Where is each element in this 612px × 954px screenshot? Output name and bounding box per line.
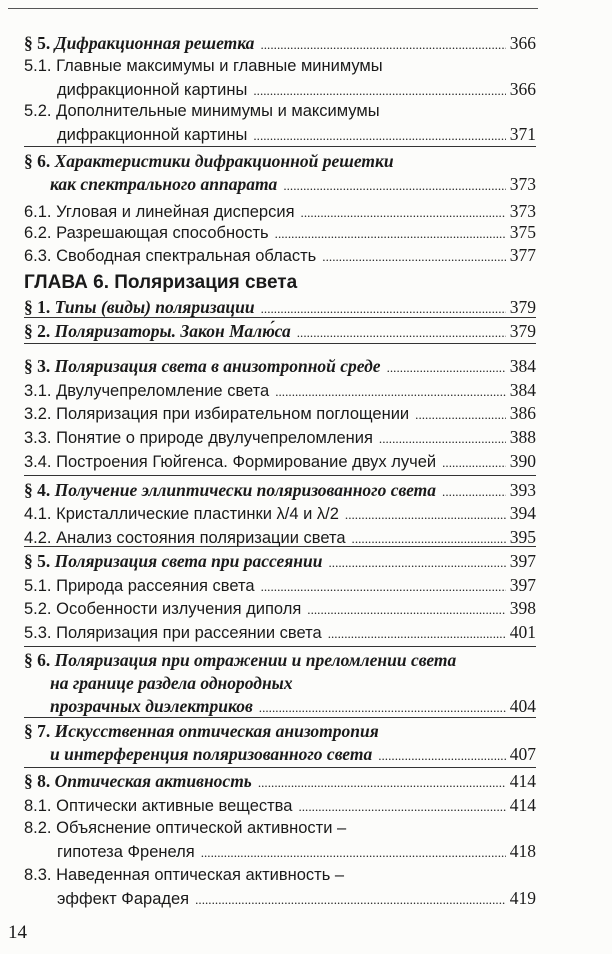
toc-page-number: 397 [509,551,536,571]
toc-subsection[interactable] [24,100,536,146]
toc-title-line: 3.3. Понятие о природе двулучепреломления [24,429,373,447]
dot-leader [275,222,506,245]
toc-subsection[interactable] [24,55,536,101]
toc-number: 3.4. [24,453,57,471]
dot-leader [328,622,506,645]
toc-title-line: 3.4. Построения Гюйгенса. Формирование двух лучей [24,453,437,471]
toc-page-number: 366 [509,33,536,53]
dot-leader [307,598,505,621]
toc-number: § 1. [24,297,55,317]
dot-leader [259,695,506,719]
toc-title-line: 5.2. Дополнительные минимумы и максимумы [24,102,380,120]
toc-title-line: дифракционной картины [57,126,248,144]
toc-page-number: 390 [509,451,536,471]
toc-title-line: дифракционной картины [57,81,248,99]
dot-leader [195,888,506,911]
toc-number: 6.1. [24,203,57,221]
toc-number: 3.1. [24,382,57,400]
toc-number: 8.2. [24,819,57,837]
dot-leader [297,320,506,344]
toc-section[interactable] [24,649,536,718]
toc-title-line: эффект Фарадея [57,890,190,908]
toc-number: § 4. [24,480,55,500]
toc-title-line: 5.3. Поляризация при рассеянии света [24,624,322,642]
toc-subsection[interactable] [24,817,536,863]
dot-leader [415,403,506,426]
toc-page-number: 418 [509,841,536,861]
toc-page-number: 397 [509,575,536,595]
toc-title-line: 8.2. Объяснение оптической активности – [24,819,347,837]
toc-number: 6.2. [24,224,57,242]
dot-leader [283,173,505,197]
toc-subsection[interactable] [24,502,536,525]
toc-subsection[interactable] [24,200,536,223]
toc-page-number: 379 [509,321,536,341]
dot-leader [260,32,505,56]
dot-leader [442,479,506,503]
toc-page-number: 404 [509,696,536,716]
toc-page-number: 384 [509,380,536,400]
toc-section[interactable] [24,479,536,502]
toc-page-number: 393 [509,480,536,500]
toc-number: § 8. [24,771,55,791]
section-divider [24,317,536,318]
toc-number: 3.2. [24,405,57,423]
toc-title-line: и интерференция поляризованного света [50,744,373,764]
toc-number: 5.2. [24,600,57,618]
toc-subsection[interactable] [24,450,536,473]
toc-title-line: § 6. Характеристики дифракционной решетки [24,151,394,171]
dot-leader [258,770,506,794]
page-number: 14 [8,922,27,943]
toc-number: 5.1. [24,57,57,75]
toc-title-line: на границе раздела однородных [50,673,293,693]
toc-title-line: § 2. Поляризаторы. Закон Малю́са [24,321,291,341]
toc-subsection[interactable] [24,221,536,244]
toc-title-line: прозрачных диэлектриков [50,696,253,716]
toc-number: 5.3. [24,624,57,642]
toc-page-number: 388 [509,427,536,447]
toc-section[interactable] [24,770,536,793]
toc-number: 3.3. [24,429,57,447]
toc-page-number: 401 [509,622,536,642]
toc-page-number: 419 [509,888,536,908]
toc-subsection[interactable] [24,864,536,910]
dot-leader [387,355,506,379]
toc-title-line: § 8. Оптическая активность [24,771,252,791]
dot-leader [275,380,506,403]
toc-number: § 6. [24,151,55,171]
toc-subsection[interactable] [24,794,536,817]
toc-title-line: 4.1. Кристаллические пластинки λ/4 и λ/2 [24,505,339,523]
toc-number: § 5. [24,33,55,53]
toc-section[interactable] [24,355,536,378]
dot-leader [201,841,506,864]
toc-page-number: 373 [509,174,536,194]
dot-leader [298,795,505,818]
toc-title-line: 6.1. Угловая и линейная дисперсия [24,203,295,221]
toc-number: § 6. [24,650,55,670]
toc-number: § 5. [24,551,55,571]
toc-section[interactable] [24,550,536,573]
toc-page-number: 371 [509,124,536,144]
section-divider [24,343,536,344]
dot-leader [253,79,505,102]
toc-title-line: 8.1. Оптически активные вещества [24,797,293,815]
toc-subsection[interactable] [24,426,536,449]
dot-leader [322,245,505,268]
toc-section[interactable] [24,720,536,766]
toc-page-number: 375 [509,222,536,242]
dot-leader [442,451,506,474]
toc-title-line: гипотеза Френеля [57,843,195,861]
toc-page-number: 414 [509,771,536,791]
toc-title-line: § 3. Поляризация света в анизотропной среде [24,356,381,376]
toc-number: 8.1. [24,797,57,815]
chapter-heading: ГЛАВА 6. Поляризация света [24,272,298,293]
toc-page-number: 366 [509,79,536,99]
toc-subsection[interactable] [24,574,536,597]
toc-number: § 7. [24,721,55,741]
toc-page-number: 384 [509,356,536,376]
toc-title-line: § 7. Искусственная оптическая анизотропия [24,721,379,741]
toc-page-number: 398 [509,598,536,618]
toc-title-line: 5.2. Особенности излучения диполя [24,600,302,618]
dot-leader [345,503,506,526]
section-divider [24,646,536,647]
toc-title-line: § 4. Получение эллиптически поляризованного света [24,480,437,500]
toc-section[interactable] [24,296,536,319]
toc-page-number: 394 [509,503,536,523]
toc-title-line: 6.2. Разрешающая способность [24,224,269,242]
toc-page-number: 414 [509,795,536,815]
toc-number: § 3. [24,356,55,376]
toc-page-number: 386 [509,403,536,423]
toc-page-number: 379 [509,297,536,317]
toc-section[interactable] [24,32,536,55]
toc-number: 8.3. [24,866,57,884]
toc-section[interactable] [24,150,536,196]
toc-title-line: 3.1. Двулучепреломление света [24,382,270,400]
section-divider [24,767,536,768]
toc-page-number: 373 [509,201,536,221]
toc-title-line: 3.2. Поляризация при избирательном поглощении [24,405,410,423]
dot-leader [261,575,506,598]
toc-page-number: 407 [509,744,536,764]
toc-number: § 2. [24,321,55,341]
toc-title-line: § 1. Типы (виды) поляризации [24,297,255,317]
toc-title-line: § 6. Поляризация при отражении и преломлении света [24,650,457,670]
toc-page-number: 377 [509,245,536,265]
toc-title-line: 5.1. Природа рассеяния света [24,577,255,595]
toc-title-line: § 5. Дифракционная решетка [24,33,255,53]
dot-leader [378,743,506,767]
dot-leader [328,550,505,574]
toc-title-line: 5.1. Главные максимумы и главные минимумы [24,57,383,75]
toc-title-line: § 5. Поляризация света при рассеянии [24,551,323,571]
toc-title-line: 8.3. Наведенная оптическая активность – [24,866,345,884]
toc-subsection[interactable] [24,621,536,644]
toc-subsection[interactable] [24,244,536,267]
toc-number: 4.1. [24,505,57,523]
toc-number: 4.2. [24,529,57,547]
toc-number: 6.3. [24,247,57,265]
section-divider [24,717,536,718]
dot-leader [379,427,506,450]
toc-subsection[interactable] [24,379,536,402]
section-divider [24,475,536,476]
top-rule [8,8,538,9]
toc-number: 5.2. [24,102,57,120]
toc-section[interactable] [24,320,536,343]
toc-title-line: 4.2. Анализ состояния поляризации света [24,529,346,547]
toc-title-line: 6.3. Свободная спектральная область [24,247,317,265]
section-divider [24,146,536,147]
toc-number: 5.1. [24,577,57,595]
toc-subsection[interactable] [24,597,536,620]
dot-leader [253,124,505,147]
toc-subsection[interactable] [24,402,536,425]
section-divider [24,546,536,547]
toc-title-line: как спектрального аппарата [50,174,278,194]
toc-page-number: 395 [509,527,536,547]
